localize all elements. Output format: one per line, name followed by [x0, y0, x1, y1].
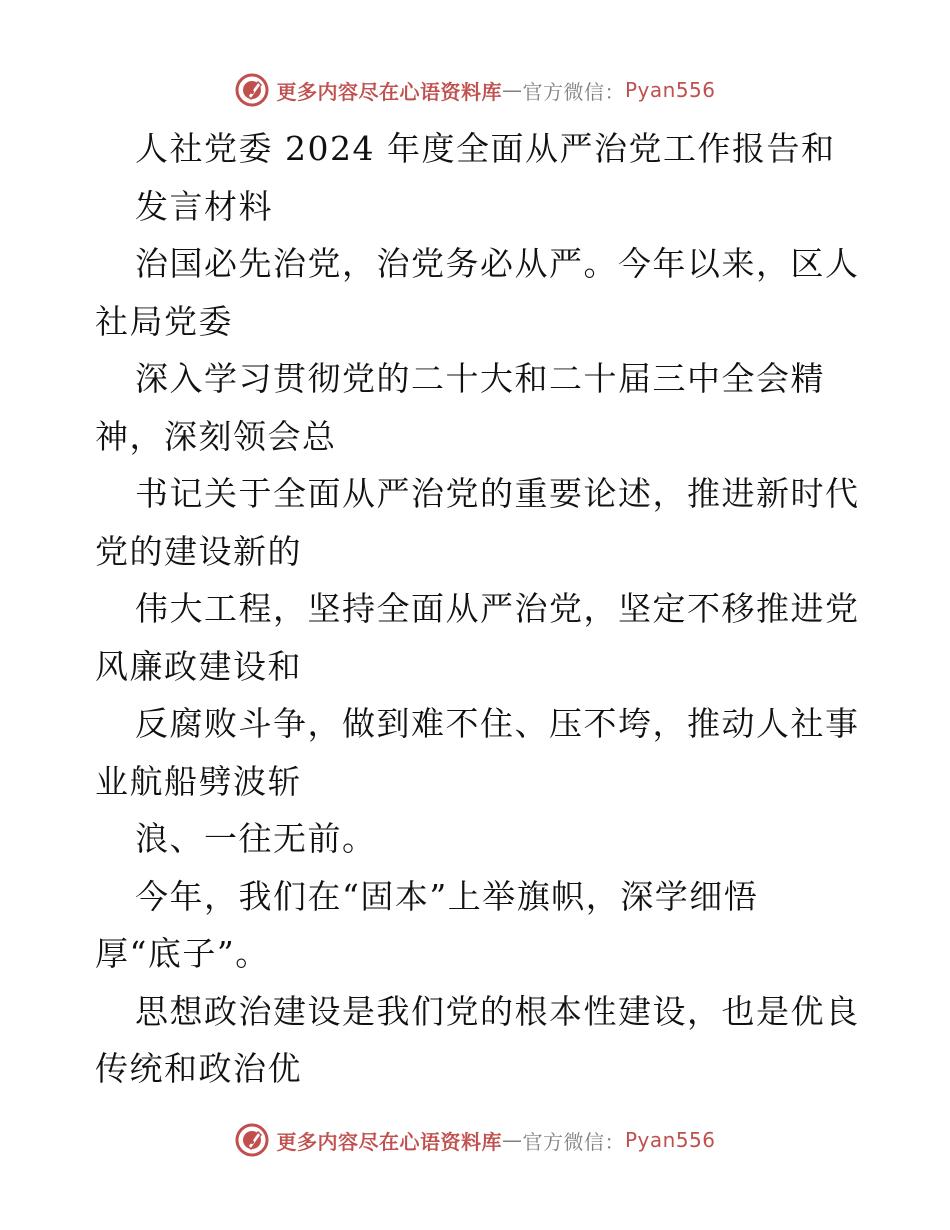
watermark-dash: — — [501, 78, 523, 102]
text-line: 书记关于全面从严治党的重要论述，推进新时代 — [135, 474, 860, 513]
watermark-label: 官方微信： — [522, 79, 625, 104]
text-line: 深入学习贯彻党的二十大和二十届三中全会精 — [135, 359, 825, 398]
text-line: 党的建设新的 — [95, 531, 302, 571]
header-watermark — [0, 70, 950, 110]
watermark-brand: 更多内容尽在心语资料库 — [276, 1129, 502, 1154]
text-line: 思想政治建设是我们党的根本性建设，也是优良 — [135, 991, 860, 1031]
text-line: 业航船劈波斩 — [95, 761, 302, 801]
pen-nib-logo-icon — [234, 72, 270, 108]
text-line: 人社党委 2024 年度全面从严治党工作报告和 — [135, 129, 836, 168]
text-line: 发言材料 — [135, 186, 273, 226]
text-line: 反腐败斗争，做到难不住、压不垮，推动人社事 — [135, 704, 860, 743]
text-line: 伟大工程，坚持全面从严治党，坚定不移推进党 — [135, 589, 860, 628]
pen-nib-logo-icon — [234, 1122, 270, 1158]
text-line: 浪、一往无前。 — [135, 819, 377, 858]
watermark-dash: — — [501, 1128, 523, 1152]
text-line: 风廉政建设和 — [95, 646, 302, 686]
text-line: 社局党委 — [95, 301, 233, 341]
document-body — [95, 120, 865, 1098]
footer-watermark — [0, 1120, 950, 1160]
text-line: 今年，我们在“固本”上举旗帜，深学细悟 — [135, 876, 759, 916]
text-line: 神，深刻领会总 — [95, 416, 337, 456]
text-line: 厚“底子”。 — [95, 934, 270, 973]
watermark-wechat-id: Pyan556 — [624, 1128, 716, 1152]
text-line: 治国必先治党，治党务必从严。今年以来，区人 — [135, 244, 860, 283]
watermark-label: 官方微信： — [522, 1129, 625, 1154]
text-line: 传统和政治优 — [95, 1049, 302, 1088]
watermark-wechat-id: Pyan556 — [624, 78, 716, 102]
watermark-brand: 更多内容尽在心语资料库 — [276, 79, 502, 104]
